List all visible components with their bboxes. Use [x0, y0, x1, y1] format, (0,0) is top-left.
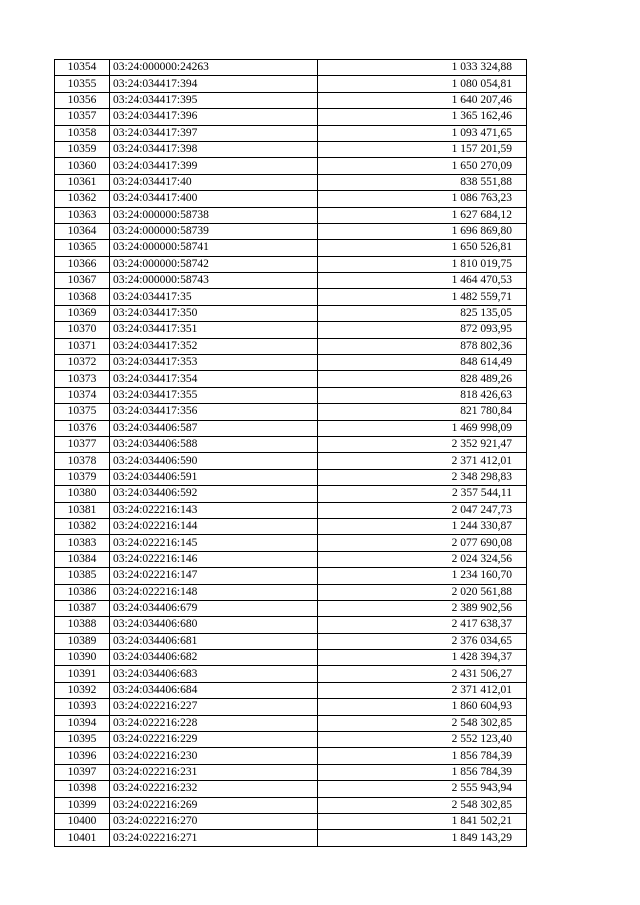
cadastral-value-cell: 2 555 943,94 [318, 781, 527, 797]
row-number-cell: 10372 [55, 355, 110, 371]
cadastral-number-cell: 03:24:022216:148 [110, 584, 318, 600]
table-row [55, 174, 527, 190]
cadastral-number-cell: 03:24:034417:397 [110, 125, 318, 141]
cadastral-value-cell: 1 640 207,46 [318, 92, 527, 108]
cadastral-value-cell: 2 024 324,56 [318, 551, 527, 567]
cadastral-value-cell: 1 856 784,39 [318, 764, 527, 780]
row-number-cell: 10388 [55, 617, 110, 633]
row-number-cell: 10363 [55, 207, 110, 223]
table-row [55, 273, 527, 289]
cadastral-value-cell: 2 389 902,56 [318, 600, 527, 616]
row-number-cell: 10389 [55, 633, 110, 649]
cadastral-number-cell: 03:24:034406:588 [110, 436, 318, 452]
row-number-cell: 10382 [55, 518, 110, 534]
cadastral-value-cell: 2 417 638,37 [318, 617, 527, 633]
cadastral-number-cell: 03:24:034417:355 [110, 387, 318, 403]
table-row [55, 682, 527, 698]
cadastral-value-cell: 2 548 302,85 [318, 715, 527, 731]
cadastral-value-cell: 818 426,63 [318, 387, 527, 403]
cadastral-number-cell: 03:24:034406:684 [110, 682, 318, 698]
table-row [55, 617, 527, 633]
cadastral-number-cell: 03:24:000000:58741 [110, 240, 318, 256]
cadastral-number-cell: 03:24:034417:353 [110, 355, 318, 371]
row-number-cell: 10375 [55, 404, 110, 420]
table-row [55, 404, 527, 420]
cadastral-value-cell: 848 614,49 [318, 355, 527, 371]
cadastral-number-cell: 03:24:034417:351 [110, 322, 318, 338]
cadastral-value-cell: 1 650 526,81 [318, 240, 527, 256]
row-number-cell: 10361 [55, 174, 110, 190]
cadastral-number-cell: 03:24:022216:147 [110, 568, 318, 584]
cadastral-value-cell: 1 650 270,09 [318, 158, 527, 174]
table-row [55, 371, 527, 387]
row-number-cell: 10368 [55, 289, 110, 305]
table-row [55, 141, 527, 157]
row-number-cell: 10356 [55, 92, 110, 108]
table-body [55, 60, 527, 847]
cadastral-number-cell: 03:24:034417:356 [110, 404, 318, 420]
cadastral-value-cell: 1 482 559,71 [318, 289, 527, 305]
cadastral-number-cell: 03:24:000000:58743 [110, 273, 318, 289]
cadastral-number-cell: 03:24:034417:399 [110, 158, 318, 174]
table-row [55, 92, 527, 108]
table-row [55, 125, 527, 141]
cadastral-number-cell: 03:24:022216:146 [110, 551, 318, 567]
table-row [55, 240, 527, 256]
row-number-cell: 10377 [55, 436, 110, 452]
row-number-cell: 10367 [55, 273, 110, 289]
row-number-cell: 10400 [55, 813, 110, 829]
table-row [55, 436, 527, 452]
cadastral-value-cell: 2 548 302,85 [318, 797, 527, 813]
cadastral-value-cell: 1 080 054,81 [318, 76, 527, 92]
cadastral-number-cell: 03:24:022216:228 [110, 715, 318, 731]
cadastral-value-cell: 1 841 502,21 [318, 813, 527, 829]
row-number-cell: 10379 [55, 469, 110, 485]
row-number-cell: 10359 [55, 141, 110, 157]
table-row [55, 158, 527, 174]
cadastral-value-cell: 1 856 784,39 [318, 748, 527, 764]
table-row [55, 764, 527, 780]
cadastral-value-cell: 878 802,36 [318, 338, 527, 354]
table-row [55, 650, 527, 666]
table-row [55, 715, 527, 731]
cadastral-value-cell: 2 371 412,01 [318, 453, 527, 469]
cadastral-number-cell: 03:24:034417:35 [110, 289, 318, 305]
cadastral-value-cell: 821 780,84 [318, 404, 527, 420]
cadastral-number-cell: 03:24:022216:230 [110, 748, 318, 764]
row-number-cell: 10369 [55, 305, 110, 321]
row-number-cell: 10397 [55, 764, 110, 780]
cadastral-number-cell: 03:24:034406:591 [110, 469, 318, 485]
row-number-cell: 10378 [55, 453, 110, 469]
row-number-cell: 10384 [55, 551, 110, 567]
row-number-cell: 10386 [55, 584, 110, 600]
cadastral-value-cell: 1 365 162,46 [318, 109, 527, 125]
cadastral-number-cell: 03:24:022216:144 [110, 518, 318, 534]
row-number-cell: 10387 [55, 600, 110, 616]
cadastral-number-cell: 03:24:034417:394 [110, 76, 318, 92]
cadastral-number-cell: 03:24:034417:350 [110, 305, 318, 321]
cadastral-number-cell: 03:24:034406:592 [110, 486, 318, 502]
cadastral-value-cell: 2 371 412,01 [318, 682, 527, 698]
row-number-cell: 10394 [55, 715, 110, 731]
row-number-cell: 10365 [55, 240, 110, 256]
cadastral-number-cell: 03:24:034406:587 [110, 420, 318, 436]
cadastral-value-cell: 1 033 324,88 [318, 60, 527, 76]
table-row [55, 551, 527, 567]
cadastral-value-cell: 825 135,05 [318, 305, 527, 321]
table-row [55, 600, 527, 616]
row-number-cell: 10391 [55, 666, 110, 682]
cadastral-value-cell: 2 352 921,47 [318, 436, 527, 452]
cadastral-number-cell: 03:24:034406:679 [110, 600, 318, 616]
table-row [55, 633, 527, 649]
table-row [55, 584, 527, 600]
row-number-cell: 10370 [55, 322, 110, 338]
cadastral-value-cell: 2 357 544,11 [318, 486, 527, 502]
cadastral-value-cell: 1 464 470,53 [318, 273, 527, 289]
table-row [55, 699, 527, 715]
table-row [55, 256, 527, 272]
table-row [55, 797, 527, 813]
row-number-cell: 10366 [55, 256, 110, 272]
cadastral-number-cell: 03:24:022216:270 [110, 813, 318, 829]
cadastral-value-cell: 2 431 506,27 [318, 666, 527, 682]
row-number-cell: 10371 [55, 338, 110, 354]
row-number-cell: 10373 [55, 371, 110, 387]
table-row [55, 518, 527, 534]
table-row [55, 813, 527, 829]
row-number-cell: 10358 [55, 125, 110, 141]
cadastral-number-cell: 03:24:034417:400 [110, 191, 318, 207]
table-row [55, 355, 527, 371]
row-number-cell: 10398 [55, 781, 110, 797]
cadastral-number-cell: 03:24:034417:398 [110, 141, 318, 157]
cadastral-value-cell: 1 093 471,65 [318, 125, 527, 141]
row-number-cell: 10380 [55, 486, 110, 502]
cadastral-number-cell: 03:24:034406:680 [110, 617, 318, 633]
table-row [55, 469, 527, 485]
cadastral-number-cell: 03:24:022216:231 [110, 764, 318, 780]
table-row [55, 732, 527, 748]
table-row [55, 207, 527, 223]
row-number-cell: 10360 [55, 158, 110, 174]
table-row [55, 223, 527, 239]
table-row [55, 322, 527, 338]
row-number-cell: 10392 [55, 682, 110, 698]
cadastral-value-cell: 2 020 561,88 [318, 584, 527, 600]
row-number-cell: 10399 [55, 797, 110, 813]
row-number-cell: 10362 [55, 191, 110, 207]
table-row [55, 568, 527, 584]
table-row [55, 60, 527, 76]
table-row [55, 666, 527, 682]
table-row [55, 486, 527, 502]
row-number-cell: 10395 [55, 732, 110, 748]
cadastral-number-cell: 03:24:034417:395 [110, 92, 318, 108]
cadastral-value-cell: 1 244 330,87 [318, 518, 527, 534]
row-number-cell: 10383 [55, 535, 110, 551]
table-row [55, 191, 527, 207]
cadastral-number-cell: 03:24:022216:269 [110, 797, 318, 813]
cadastral-number-cell: 03:24:034406:683 [110, 666, 318, 682]
cadastral-number-cell: 03:24:034406:682 [110, 650, 318, 666]
cadastral-value-cell: 2 348 298,83 [318, 469, 527, 485]
cadastral-value-cell: 1 696 869,80 [318, 223, 527, 239]
cadastral-value-cell: 2 376 034,65 [318, 633, 527, 649]
cadastral-value-cell: 2 047 247,73 [318, 502, 527, 518]
cadastral-number-cell: 03:24:000000:58739 [110, 223, 318, 239]
cadastral-number-cell: 03:24:034417:396 [110, 109, 318, 125]
cadastral-number-cell: 03:24:000000:58738 [110, 207, 318, 223]
table-row [55, 338, 527, 354]
cadastral-value-cell: 872 093,95 [318, 322, 527, 338]
cadastral-number-cell: 03:24:022216:145 [110, 535, 318, 551]
cadastral-number-cell: 03:24:022216:227 [110, 699, 318, 715]
row-number-cell: 10355 [55, 76, 110, 92]
row-number-cell: 10364 [55, 223, 110, 239]
row-number-cell: 10396 [55, 748, 110, 764]
table-row [55, 109, 527, 125]
row-number-cell: 10376 [55, 420, 110, 436]
table-row [55, 76, 527, 92]
cadastral-value-cell: 1 157 201,59 [318, 141, 527, 157]
table-row [55, 420, 527, 436]
row-number-cell: 10390 [55, 650, 110, 666]
cadastral-value-cell: 1 086 763,23 [318, 191, 527, 207]
cadastral-value-cell: 1 810 019,75 [318, 256, 527, 272]
cadastral-number-cell: 03:24:034417:352 [110, 338, 318, 354]
cadastral-value-cell: 2 077 690,08 [318, 535, 527, 551]
cadastral-value-cell: 1 627 684,12 [318, 207, 527, 223]
table-row [55, 748, 527, 764]
row-number-cell: 10401 [55, 830, 110, 846]
row-number-cell: 10393 [55, 699, 110, 715]
cadastral-number-cell: 03:24:022216:271 [110, 830, 318, 846]
cadastral-value-cell: 1 234 160,70 [318, 568, 527, 584]
table-row [55, 830, 527, 846]
cadastral-number-cell: 03:24:000000:24263 [110, 60, 318, 76]
row-number-cell: 10385 [55, 568, 110, 584]
cadastral-value-cell: 2 552 123,40 [318, 732, 527, 748]
cadastral-number-cell: 03:24:022216:232 [110, 781, 318, 797]
cadastral-number-cell: 03:24:034417:40 [110, 174, 318, 190]
cadastral-number-cell: 03:24:000000:58742 [110, 256, 318, 272]
table-row [55, 305, 527, 321]
cadastral-value-table [54, 59, 527, 847]
cadastral-value-cell: 1 860 604,93 [318, 699, 527, 715]
table-row [55, 387, 527, 403]
cadastral-number-cell: 03:24:034417:354 [110, 371, 318, 387]
row-number-cell: 10381 [55, 502, 110, 518]
cadastral-number-cell: 03:24:022216:229 [110, 732, 318, 748]
cadastral-value-cell: 1 428 394,37 [318, 650, 527, 666]
cadastral-number-cell: 03:24:034406:681 [110, 633, 318, 649]
row-number-cell: 10357 [55, 109, 110, 125]
table-row [55, 535, 527, 551]
cadastral-value-cell: 828 489,26 [318, 371, 527, 387]
table-row [55, 502, 527, 518]
table-row [55, 453, 527, 469]
cadastral-value-cell: 838 551,88 [318, 174, 527, 190]
cadastral-number-cell: 03:24:034406:590 [110, 453, 318, 469]
cadastral-number-cell: 03:24:022216:143 [110, 502, 318, 518]
cadastral-value-cell: 1 469 998,09 [318, 420, 527, 436]
row-number-cell: 10374 [55, 387, 110, 403]
row-number-cell: 10354 [55, 60, 110, 76]
table-row [55, 781, 527, 797]
table-row [55, 289, 527, 305]
cadastral-value-cell: 1 849 143,29 [318, 830, 527, 846]
